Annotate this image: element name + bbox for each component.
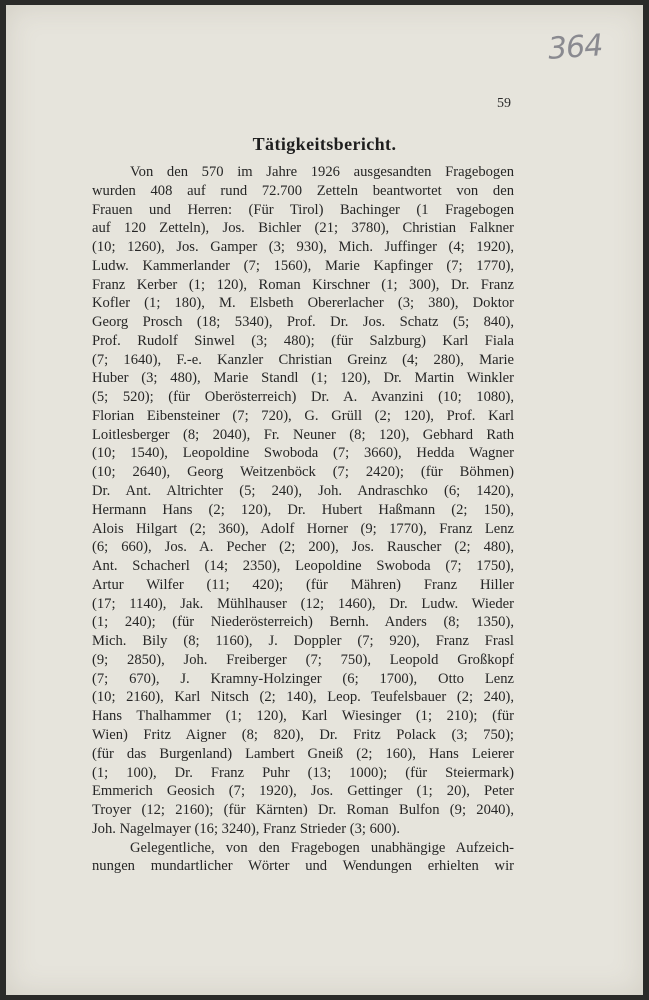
text-line: (für das Burgenland) Lambert Gneiß (2; 160), Hans Leierer xyxy=(92,745,514,762)
text-line: auf 120 Zetteln), Jos. Bichler (21; 3780), Christian Falkner xyxy=(92,220,514,237)
text-line: Troyer (12; 2160); (für Kärnten) Dr. Roman Bulfon (9; 2040), xyxy=(92,802,514,819)
text-line: Kofler (1; 180), M. Elsbeth Obererlacher (3; 380), Doktor xyxy=(92,295,514,312)
text-line: (5; 520); (für Oberösterreich) Dr. A. Avanzini (10; 1080), xyxy=(92,389,514,406)
text-line: (10; 2640), Georg Weitzenböck (7; 2420); (für Böhmen) xyxy=(92,464,514,481)
text-line: Von den 570 im Jahre 1926 ausgesandten Fragebogen xyxy=(130,164,514,180)
body-text xyxy=(92,163,514,876)
text-line: (17; 1140), Jak. Mühlhauser (12; 1460), Dr. Ludw. Wieder xyxy=(92,595,514,612)
text-line: Artur Wilfer (11; 420); (für Mähren) Franz Hiller xyxy=(92,576,514,593)
text-line: nungen mundartlicher Wörter und Wendungen erhielten wir xyxy=(92,858,514,875)
text-line: Loitlesberger (8; 2040), Fr. Neuner (8; 120), Gebhard Rath xyxy=(92,426,514,443)
text-line: Wien) Fritz Aigner (8; 820), Dr. Fritz Polack (3; 750); xyxy=(92,726,514,743)
text-line: Ant. Schacherl (14; 2350), Leopoldine Swoboda (7; 1750), xyxy=(92,558,514,575)
text-line: Franz Kerber (1; 120), Roman Kirschner (1; 300), Dr. Franz xyxy=(92,276,514,293)
text-line: Prof. Rudolf Sinwel (3; 480); (für Salzburg) Karl Fiala xyxy=(92,332,514,349)
page-number: 59 xyxy=(497,96,511,111)
text-line: Huber (3; 480), Marie Standl (1; 120), Dr. Martin Winkler xyxy=(92,370,514,387)
text-line: Dr. Ant. Altrichter (5; 240), Joh. Andraschko (6; 1420), xyxy=(92,483,514,500)
text-line: Mich. Bily (8; 1160), J. Doppler (7; 920), Franz Frasl xyxy=(92,633,514,650)
text-line: (7; 1640), F.-e. Kanzler Christian Greinz (4; 280), Marie xyxy=(92,351,514,368)
text-line: Gelegentliche, von den Fragebogen unabhängige Aufzeich- xyxy=(130,839,514,856)
text-line: Georg Prosch (18; 5340), Prof. Dr. Jos. Schatz (5; 840), xyxy=(92,314,514,331)
text-line: (1; 240); (für Niederösterreich) Bernh. Anders (8; 1350), xyxy=(92,614,514,631)
text-line: Joh. Nagelmayer (16; 3240), Franz Strieder (3; 600). xyxy=(92,820,401,837)
text-line: (7; 670), J. Kramny-Holzinger (6; 1700), Otto Lenz xyxy=(92,670,514,687)
text-line: (10; 2160), Karl Nitsch (2; 140), Leop. Teufelsbauer (2; 240), xyxy=(92,689,514,706)
handwritten-annotation: 364 xyxy=(546,28,604,67)
text-line: Hermann Hans (2; 120), Dr. Hubert Haßmann (2; 150), xyxy=(92,501,514,518)
text-line: (10; 1540), Leopoldine Swoboda (7; 3660), Hedda Wagner xyxy=(92,445,514,462)
text-line: Florian Eibensteiner (7; 720), G. Grüll (2; 120), Prof. Karl xyxy=(92,407,514,424)
text-line: (9; 2850), Joh. Freiberger (7; 750), Leopold Großkopf xyxy=(92,651,514,668)
text-line: Alois Hilgart (2; 360), Adolf Horner (9; 1770), Franz Lenz xyxy=(92,520,514,537)
text-line: Ludw. Kammerlander (7; 1560), Marie Kapfinger (7; 1770), xyxy=(92,257,514,274)
text-line: (6; 660), Jos. A. Pecher (2; 200), Jos. Rauscher (2; 480), xyxy=(92,539,514,556)
text-line: Frauen und Herren: (Für Tirol) Bachinger (1 Fragebogen xyxy=(92,201,514,218)
text-line: Hans Thalhammer (1; 120), Karl Wiesinger (1; 210); (für xyxy=(92,708,514,725)
text-line: (1; 100), Dr. Franz Puhr (13; 1000); (für Steiermark) xyxy=(92,764,514,781)
text-line: (10; 1260), Jos. Gamper (3; 930), Mich. Juffinger (4; 1920), xyxy=(92,239,514,256)
page-title: Tätigkeitsbericht. xyxy=(252,134,397,154)
text-line: Emmerich Geosich (7; 1920), Jos. Gettinger (1; 20), Peter xyxy=(92,783,514,800)
text-line: wurden 408 auf rund 72.700 Zetteln beantwortet von den xyxy=(92,182,514,199)
